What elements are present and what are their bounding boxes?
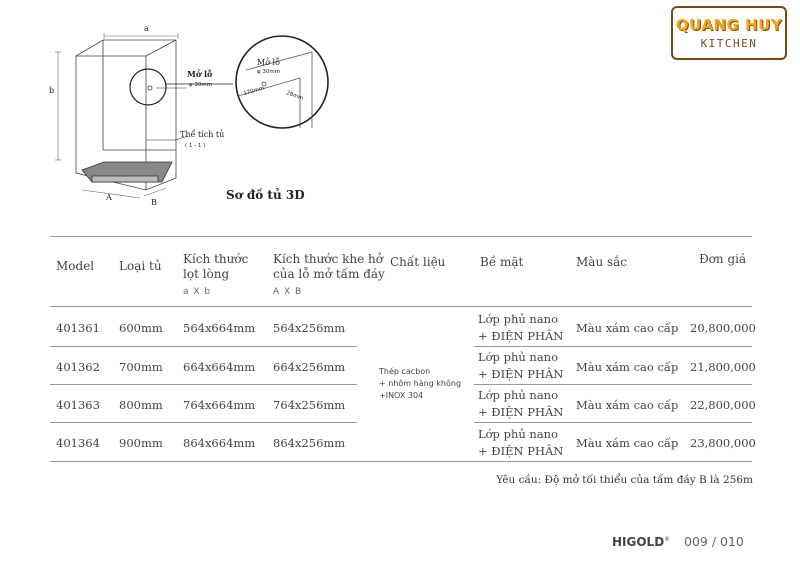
row2-surface-l2: + ĐIỆN PHÂN bbox=[478, 367, 564, 381]
header-surface: Bề mặt bbox=[480, 255, 524, 269]
row4-color: Màu xám cao cấp bbox=[576, 436, 679, 450]
row4-type: 900mm bbox=[119, 436, 163, 450]
row3-surface-l1: Lớp phủ nano bbox=[478, 388, 559, 402]
row1-price: 20,800,000 bbox=[690, 321, 756, 335]
detail-dim-28: 28mm bbox=[285, 90, 305, 102]
header-bottom-rule bbox=[50, 306, 752, 307]
material-line-1: Thép cacbon bbox=[379, 367, 431, 376]
dim-B-label: B bbox=[151, 198, 157, 207]
header-model: Model bbox=[56, 259, 95, 273]
row3-surface-l2: + ĐIỆN PHÂN bbox=[478, 405, 564, 419]
cabinet-3d-diagram bbox=[0, 0, 800, 230]
row4-surface-l2: + ĐIỆN PHÂN bbox=[478, 444, 564, 458]
higold-brand: HIGOLD® bbox=[612, 535, 671, 549]
row2-surface-l1: Lớp phủ nano bbox=[478, 350, 559, 364]
header-inner-l1: Kích thước bbox=[183, 252, 249, 266]
row3-surface bbox=[478, 387, 563, 421]
row2-inner: 664x664mm bbox=[183, 360, 256, 374]
page-number: 009 / 010 bbox=[684, 534, 744, 549]
dim-b-label: b bbox=[49, 86, 55, 95]
volume-label: Thể tích tủ bbox=[180, 130, 225, 139]
header-inner-size bbox=[183, 252, 248, 300]
row4-inner: 864x664mm bbox=[183, 436, 256, 450]
header-inner-sub: a X b bbox=[183, 287, 212, 297]
row2-price: 21,800,000 bbox=[690, 360, 756, 374]
hole-label: Mở lỗ bbox=[187, 69, 213, 79]
row2-surface bbox=[478, 349, 563, 383]
header-slot-l2: của lỗ mở tấm đáy bbox=[273, 267, 385, 281]
header-color: Màu sắc bbox=[576, 255, 628, 269]
header-inner-l2: lọt lòng bbox=[183, 267, 230, 281]
header-type: Loại tủ bbox=[119, 259, 162, 273]
logo-line2: KITCHEN bbox=[700, 37, 758, 50]
row1-color: Màu xám cao cấp bbox=[576, 321, 679, 335]
row1-surface-l2: + ĐIỆN PHÂN bbox=[478, 329, 564, 343]
row-rule-3-left bbox=[50, 422, 357, 423]
row1-surface bbox=[478, 311, 563, 345]
material-line-2: + nhôm hàng không bbox=[379, 379, 462, 388]
row4-surface bbox=[478, 426, 563, 460]
header-slot-sub: A X B bbox=[273, 287, 303, 297]
detail-hole-label: Mở lỗ bbox=[257, 58, 281, 67]
dim-a-label: a bbox=[144, 24, 149, 33]
header-price: Đơn giá bbox=[699, 252, 747, 266]
row1-inner: 564x664mm bbox=[183, 321, 256, 335]
brand-text: HIGOLD bbox=[612, 535, 665, 549]
row3-inner: 764x664mm bbox=[183, 398, 256, 412]
requirement-note: Yêu cầu: Độ mở tối thiểu của tấm đáy B là 256m bbox=[496, 474, 753, 486]
row-rule-1-left bbox=[50, 346, 357, 347]
logo-line1: QUANG HUY bbox=[675, 16, 783, 34]
row-rule-3-right bbox=[474, 422, 752, 423]
table-top-rule bbox=[50, 236, 752, 237]
material-line-3: +INOX 304 bbox=[379, 391, 424, 400]
header-slot-l1: Kích thước khe hở bbox=[273, 252, 383, 266]
header-slot-size bbox=[273, 252, 385, 300]
dim-A-label: A bbox=[106, 193, 112, 202]
diagram-title: Sơ đồ tủ 3D bbox=[226, 188, 305, 202]
row4-surface-l1: Lớp phủ nano bbox=[478, 427, 559, 441]
table-bottom-rule bbox=[50, 461, 752, 462]
row-rule-2-left bbox=[50, 384, 357, 385]
row1-type: 600mm bbox=[119, 321, 163, 335]
row-rule-1-right bbox=[474, 346, 752, 347]
row3-color: Màu xám cao cấp bbox=[576, 398, 679, 412]
row2-model: 401362 bbox=[56, 360, 100, 374]
row4-slot: 864x256mm bbox=[273, 436, 346, 450]
row4-model: 401364 bbox=[56, 436, 100, 450]
row-rule-2-right bbox=[474, 384, 752, 385]
hole-size: φ 30mm bbox=[189, 82, 213, 88]
row2-color: Màu xám cao cấp bbox=[576, 360, 679, 374]
row1-model: 401361 bbox=[56, 321, 100, 335]
row3-slot: 764x256mm bbox=[273, 398, 346, 412]
volume-value: ( 1 - 1 ) bbox=[185, 143, 206, 149]
header-material: Chất liệu bbox=[390, 255, 446, 269]
detail-dim-170: 170mm bbox=[242, 85, 266, 97]
row3-price: 22,800,000 bbox=[690, 398, 756, 412]
row3-type: 800mm bbox=[119, 398, 163, 412]
detail-hole-size: φ 30mm bbox=[257, 69, 281, 75]
material-cell bbox=[379, 366, 461, 402]
row3-model: 401363 bbox=[56, 398, 100, 412]
row4-price: 23,800,000 bbox=[690, 436, 756, 450]
row2-slot: 664x256mm bbox=[273, 360, 346, 374]
row1-surface-l1: Lớp phủ nano bbox=[478, 312, 559, 326]
row2-type: 700mm bbox=[119, 360, 163, 374]
row1-slot: 564x256mm bbox=[273, 321, 346, 335]
